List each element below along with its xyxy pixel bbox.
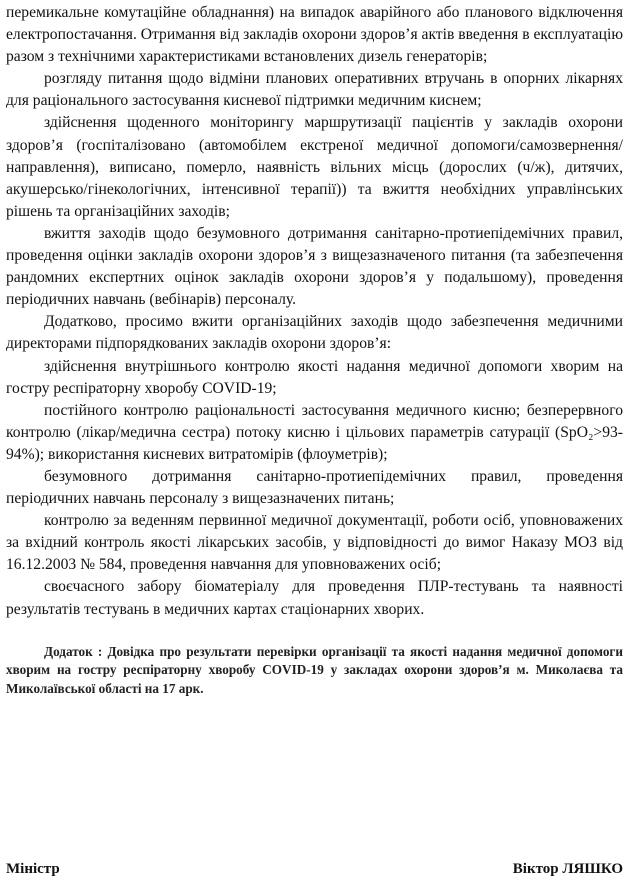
paragraph-2: розгляду питання щодо відміни планових оперативних втручань в опорних лікарнях для раціонального застосування кисневої підтримки медичним киснем;: [6, 70, 623, 110]
paragraph-6: здійснення внутрішнього контролю якості надання медичної допомоги хворим на гостру респіраторну хворобу COVID-19;: [6, 357, 623, 397]
paragraph-3: здійснення щоденного моніторингу маршрутизації пацієнтів у закладів охорони здоров’я (госпіталізовано (автомобілем екстреної медичної допомоги/самозвернення/направлення), виписано, померло, наявність вільних місць (дорослих (ч/ж), дитячих, акушерсько/гінекологічних, інтенсивної терапії)) та вжиття необхідних управлінських рішень та організаційних заходів;: [6, 114, 623, 220]
signatory-name: Віктор ЛЯШКО: [512, 861, 623, 877]
paragraph-1: перемикальне комутаційне обладнання) на випадок аварійного або планового відключення електропостачання. Отримання від закладів охорони здоров’я актів введення в експлуатацію разом з технічними характеристиками встановлених дизель генераторів;: [6, 4, 623, 66]
attachment-note: Додаток : Довідка про результати перевірки організації та якості надання медичної допомоги хворим на гостру респіраторну хворобу COVID-19 у закладах охорони здоров’я м. Миколаєва та Миколаївської області на 17 арк.: [6, 643, 623, 696]
paragraph-10: своєчасного забору біоматеріалу для проведення ПЛР-тестувань та наявності результатів тестувань в медичних картах стаціонарних хворих.: [6, 578, 623, 618]
paragraph-9: контролю за веденням первинної медичної документації, роботи осіб, уповноважених за вхідний контроль якості лікарських засобів, у відповідності до вимог Наказу МОЗ від 16.12.2003 № 584, проведення навчання для уповноважених осіб;: [6, 512, 623, 574]
paragraph-5: Додатково, просимо вжити організаційних заходів щодо забезпечення медичними директорами підпорядкованих закладів охорони здоров’я:: [6, 313, 623, 353]
signatory-position: Міністр: [6, 861, 60, 877]
signature-block: [6, 861, 623, 878]
paragraph-8: безумовного дотримання санітарно-протиепідемічних правил, проведення періодичних навчань персоналу з вищезазначених питань;: [6, 467, 623, 508]
paragraph-7: постійного контролю раціональності застосування медичного кисню; безперервного контролю (лікар/медична сестра) потоку кисню і цільових параметрів сатурації (SpO₂>93-94%); використання кисневих витратомірів (флоуметрів);: [6, 401, 623, 463]
paragraph-4: вжиття заходів щодо безумовного дотримання санітарно-протиепідемічних правил, проведення оцінки закладів охорони здоров’я з вищезазначеного питання (та забезпечення рандомних експертних оцінок закладів охорони здоров’я у подальшому), проведення періодичних навчань (вебінарів) персоналу.: [6, 224, 623, 309]
